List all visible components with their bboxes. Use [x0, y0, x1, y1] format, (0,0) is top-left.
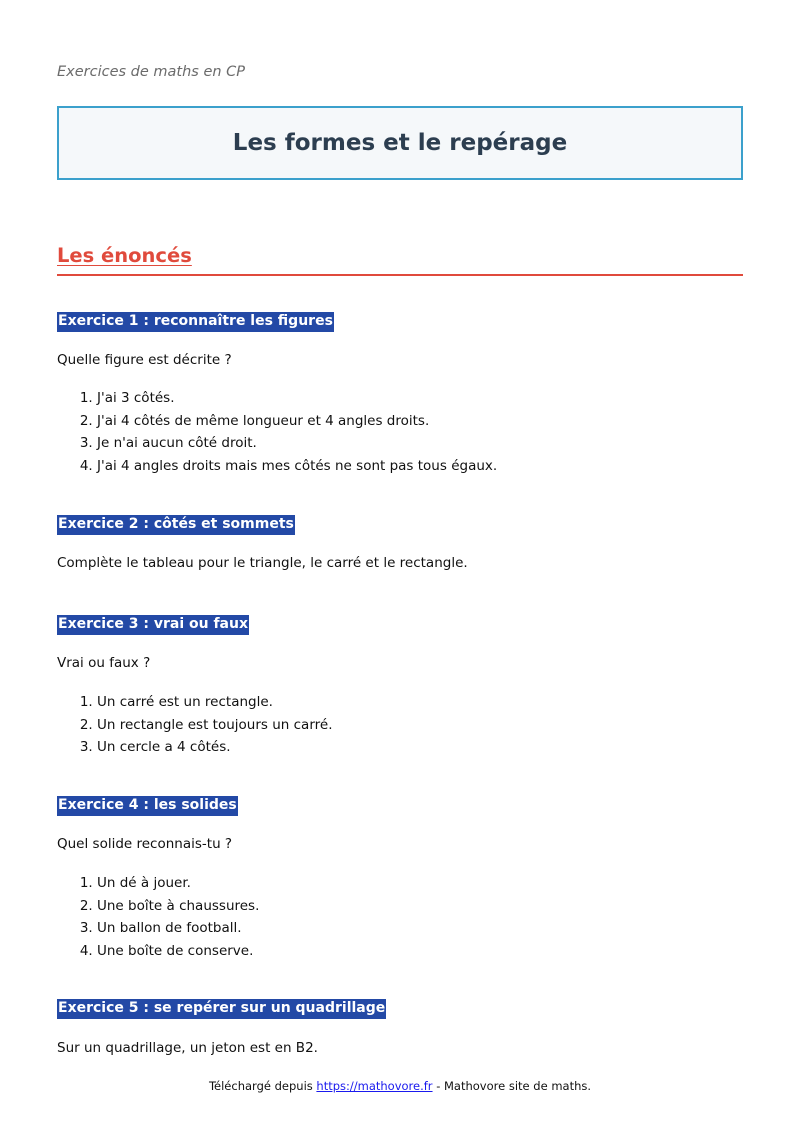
exercise-4-prompt: Quel solide reconnais-tu ? [57, 836, 233, 852]
document-subtitle: Exercices de maths en CP [57, 64, 246, 80]
list-item: 3. Un ballon de football. [79, 920, 242, 937]
list-item: 2. J'ai 4 côtés de même longueur et 4 angles droits. [79, 412, 430, 429]
exercise-1-heading: Exercice 1 : reconnaître les figures [57, 312, 334, 332]
exercise-3-prompt: Vrai ou faux ? [57, 655, 151, 671]
footer-suffix: - Mathovore site de maths. [432, 1079, 592, 1093]
exercise-3-heading: Exercice 3 : vrai ou faux [57, 615, 249, 635]
footer-link[interactable]: https://mathovore.fr [316, 1079, 433, 1093]
page-title: Les formes et le repérage [232, 130, 568, 156]
list-item: 1. J'ai 3 côtés. [79, 390, 175, 406]
list-item: 3. Je n'ai aucun côté droit. [79, 435, 257, 452]
list-item: 4. Une boîte de conserve. [79, 942, 254, 959]
exercise-4-heading: Exercice 4 : les solides [57, 796, 238, 816]
exercise-4-list [57, 872, 259, 962]
list-item: 4. J'ai 4 angles droits mais mes côtés ne sont pas tous égaux. [79, 457, 498, 474]
list-item: 1. Un carré est un rectangle. [79, 694, 273, 710]
list-item: 3. Un cercle a 4 côtés. [79, 739, 231, 756]
exercise-2-prompt: Complète le tableau pour le triangle, le carré et le rectangle. [57, 555, 468, 571]
list-item: 1. Un dé à jouer. [79, 875, 191, 891]
footer-prefix: Téléchargé depuis [208, 1079, 317, 1093]
exercise-1-prompt: Quelle figure est décrite ? [57, 352, 232, 368]
exercise-5-prompt: Sur un quadrillage, un jeton est en B2. [57, 1040, 318, 1056]
exercise-2-heading: Exercice 2 : côtés et sommets [57, 515, 295, 535]
title-box [57, 106, 743, 180]
list-item: 2. Un rectangle est toujours un carré. [79, 716, 333, 733]
exercise-3-list [57, 691, 333, 759]
exercise-1-list [57, 387, 497, 477]
section-title: Les énoncés [57, 244, 192, 267]
section-divider [57, 274, 743, 276]
exercise-5-heading: Exercice 5 : se repérer sur un quadrillage [57, 999, 386, 1019]
page-footer [0, 1079, 800, 1093]
list-item: 2. Une boîte à chaussures. [79, 897, 260, 914]
